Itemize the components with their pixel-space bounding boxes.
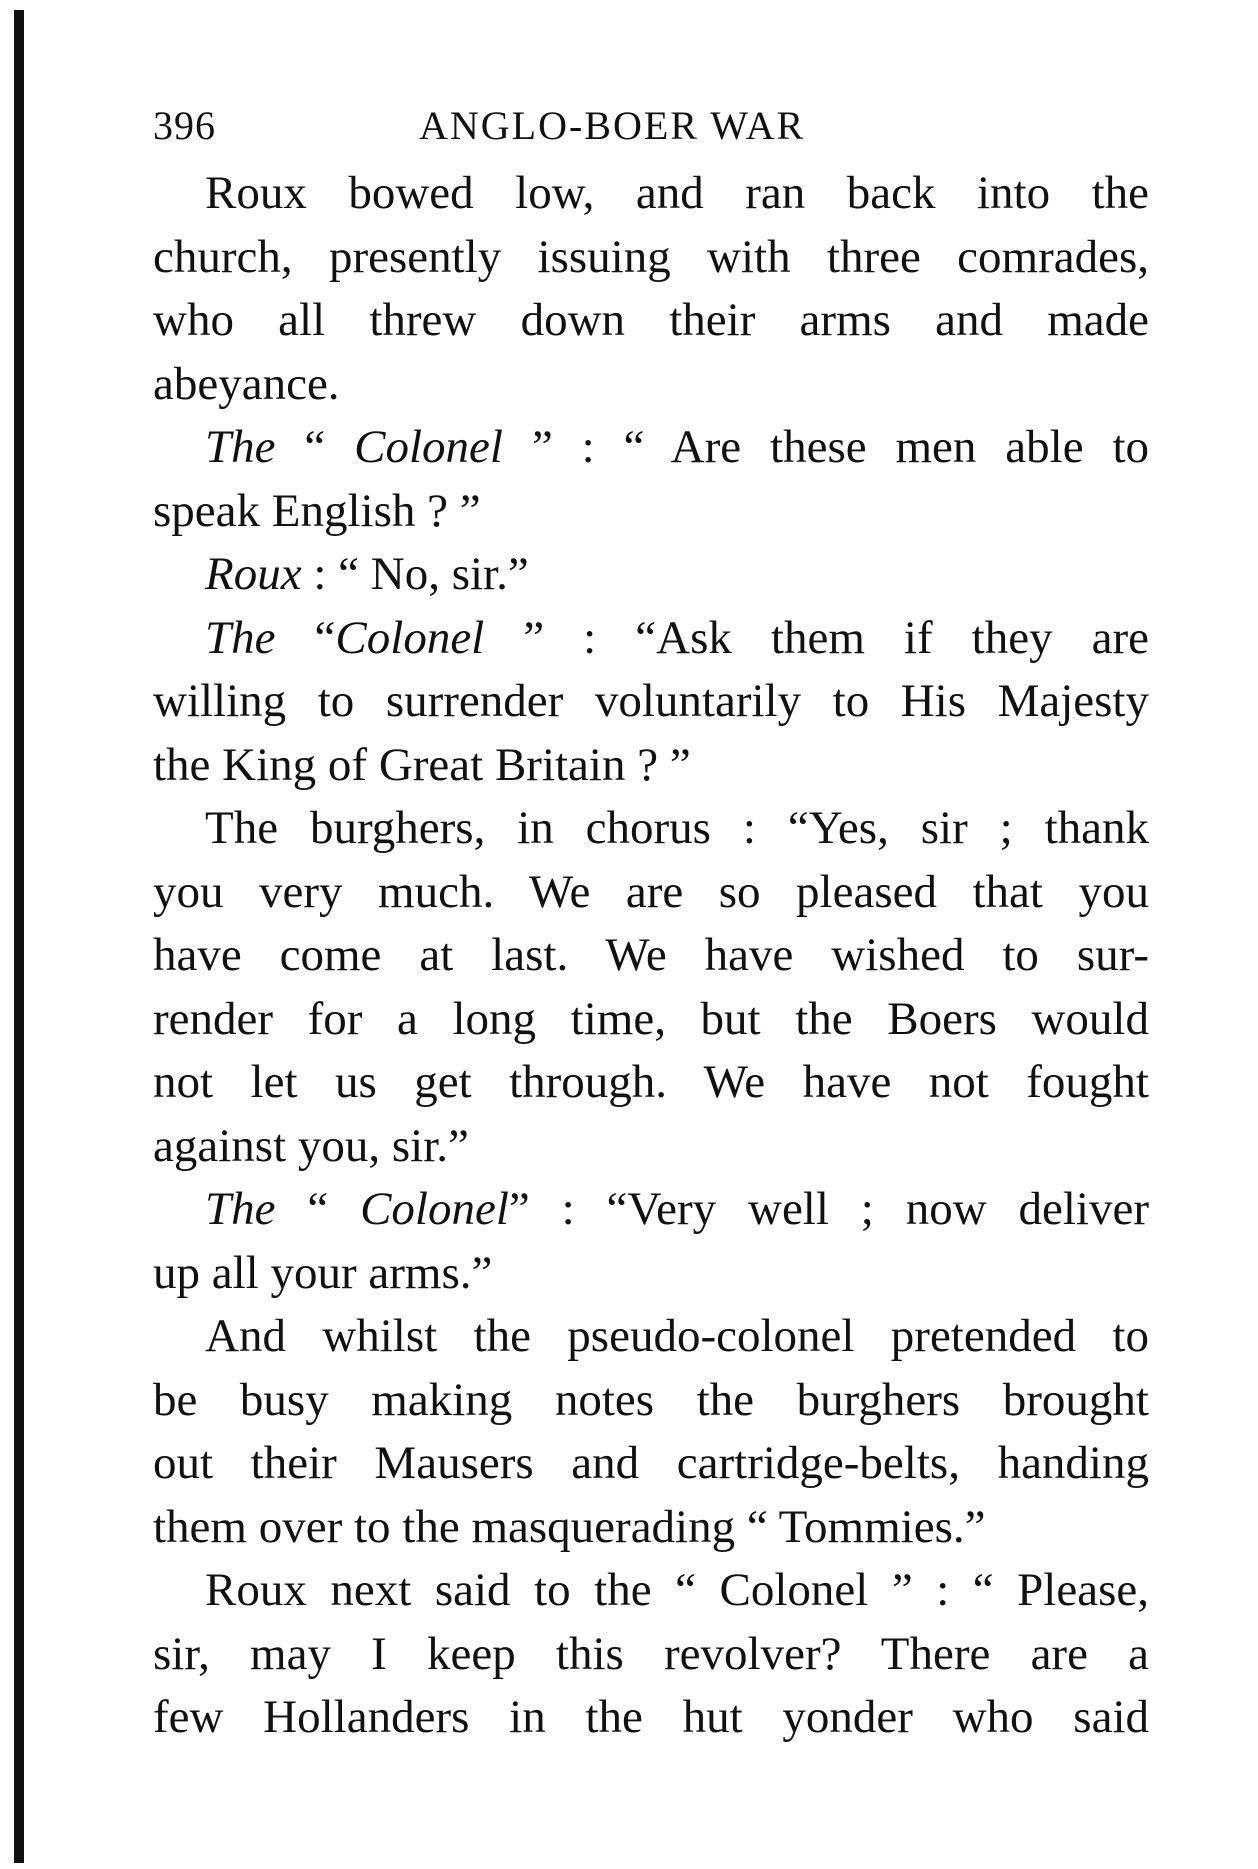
- text-line: [153, 1115, 1149, 1179]
- text-segment: “: [275, 1183, 361, 1235]
- text-segment: be busy making notes the burghers brought: [153, 1373, 1149, 1426]
- text-line: [153, 1242, 1149, 1306]
- text-segment: not let us get through. We have not fought: [153, 1056, 1149, 1108]
- text-line: [153, 1305, 1149, 1369]
- text-segment: Roux bowed low, and ran back into the: [205, 167, 1149, 219]
- text-segment: have come at last. We have wished to sur-: [153, 929, 1149, 981]
- text-line: [153, 226, 1149, 290]
- italic-speaker-segment: The: [205, 1183, 276, 1235]
- italic-speaker-segment: Colonel: [335, 611, 485, 664]
- text-line: [153, 416, 1149, 480]
- text-line: [153, 1178, 1149, 1242]
- text-line: [153, 1369, 1149, 1433]
- text-line: [153, 1686, 1149, 1750]
- text-segment: out their Mausers and cartridge-belts, handing: [153, 1437, 1149, 1489]
- text-line: [153, 861, 1149, 925]
- text-segment: willing to surrender voluntarily to His Majesty: [153, 675, 1149, 727]
- text-segment: abeyance.: [153, 357, 340, 410]
- text-line: [153, 543, 1149, 607]
- running-title: ANGLO-BOER WAR: [419, 103, 806, 148]
- text-line: [153, 734, 1149, 798]
- text-line: [153, 1559, 1149, 1623]
- text-line: [153, 1496, 1149, 1560]
- text-line: [153, 1623, 1149, 1687]
- text-line: [153, 289, 1149, 353]
- text-segment: them over to the masquerading “ Tommies.”: [153, 1500, 986, 1553]
- text-line: [153, 988, 1149, 1052]
- text-segment: ” : “Ask them if they are: [484, 611, 1149, 664]
- text-segment: The burghers, in chorus : “Yes, sir ; thank: [205, 802, 1149, 854]
- text-segment: : “ No, sir.”: [301, 548, 529, 600]
- text-segment: And whilst the pseudo-colonel pretended to: [205, 1310, 1149, 1362]
- text-line: [153, 607, 1149, 671]
- text-line: [153, 162, 1149, 226]
- text-segment: few Hollanders in the hut yonder who said: [153, 1691, 1149, 1743]
- italic-speaker-segment: The: [205, 611, 276, 664]
- text-segment: the King of Great Britain ? ”: [153, 738, 691, 791]
- text-segment: speak English ? ”: [153, 484, 481, 537]
- text-segment: render for a long time, but the Boers would: [153, 992, 1149, 1045]
- page-number: 396: [153, 103, 216, 148]
- text-line: [153, 924, 1149, 988]
- text-line: [153, 797, 1149, 861]
- italic-speaker-segment: Roux: [205, 548, 302, 600]
- text-segment: Roux next said to the “ Colonel ” : “ Please,: [205, 1564, 1149, 1616]
- text-line: [153, 670, 1149, 734]
- text-line: [153, 353, 1149, 417]
- text-segment: ” : “Very well ; now deliver: [508, 1183, 1149, 1235]
- italic-speaker-segment: Colonel: [360, 1183, 509, 1235]
- text-segment: who all threw down their arms and made: [153, 294, 1149, 346]
- italic-speaker-segment: Colonel: [354, 421, 503, 473]
- text-segment: church, presently issuing with three comrades,: [153, 230, 1149, 283]
- text-line: [153, 1432, 1149, 1496]
- body-text: [153, 162, 1149, 1750]
- text-segment: “: [275, 611, 336, 664]
- text-segment: ” : “ Are these men able to: [502, 421, 1149, 473]
- text-line: [153, 480, 1149, 544]
- text-segment: “: [275, 421, 355, 473]
- italic-speaker-segment: The: [205, 421, 276, 473]
- text-segment: sir, may I keep this revolver? There are a: [153, 1627, 1149, 1680]
- text-segment: you very much. We are so pleased that you: [153, 865, 1149, 918]
- text-line: [153, 1051, 1149, 1115]
- text-segment: against you, sir.”: [153, 1119, 469, 1172]
- book-binding-edge: [14, 10, 24, 1863]
- text-segment: up all your arms.”: [153, 1246, 493, 1299]
